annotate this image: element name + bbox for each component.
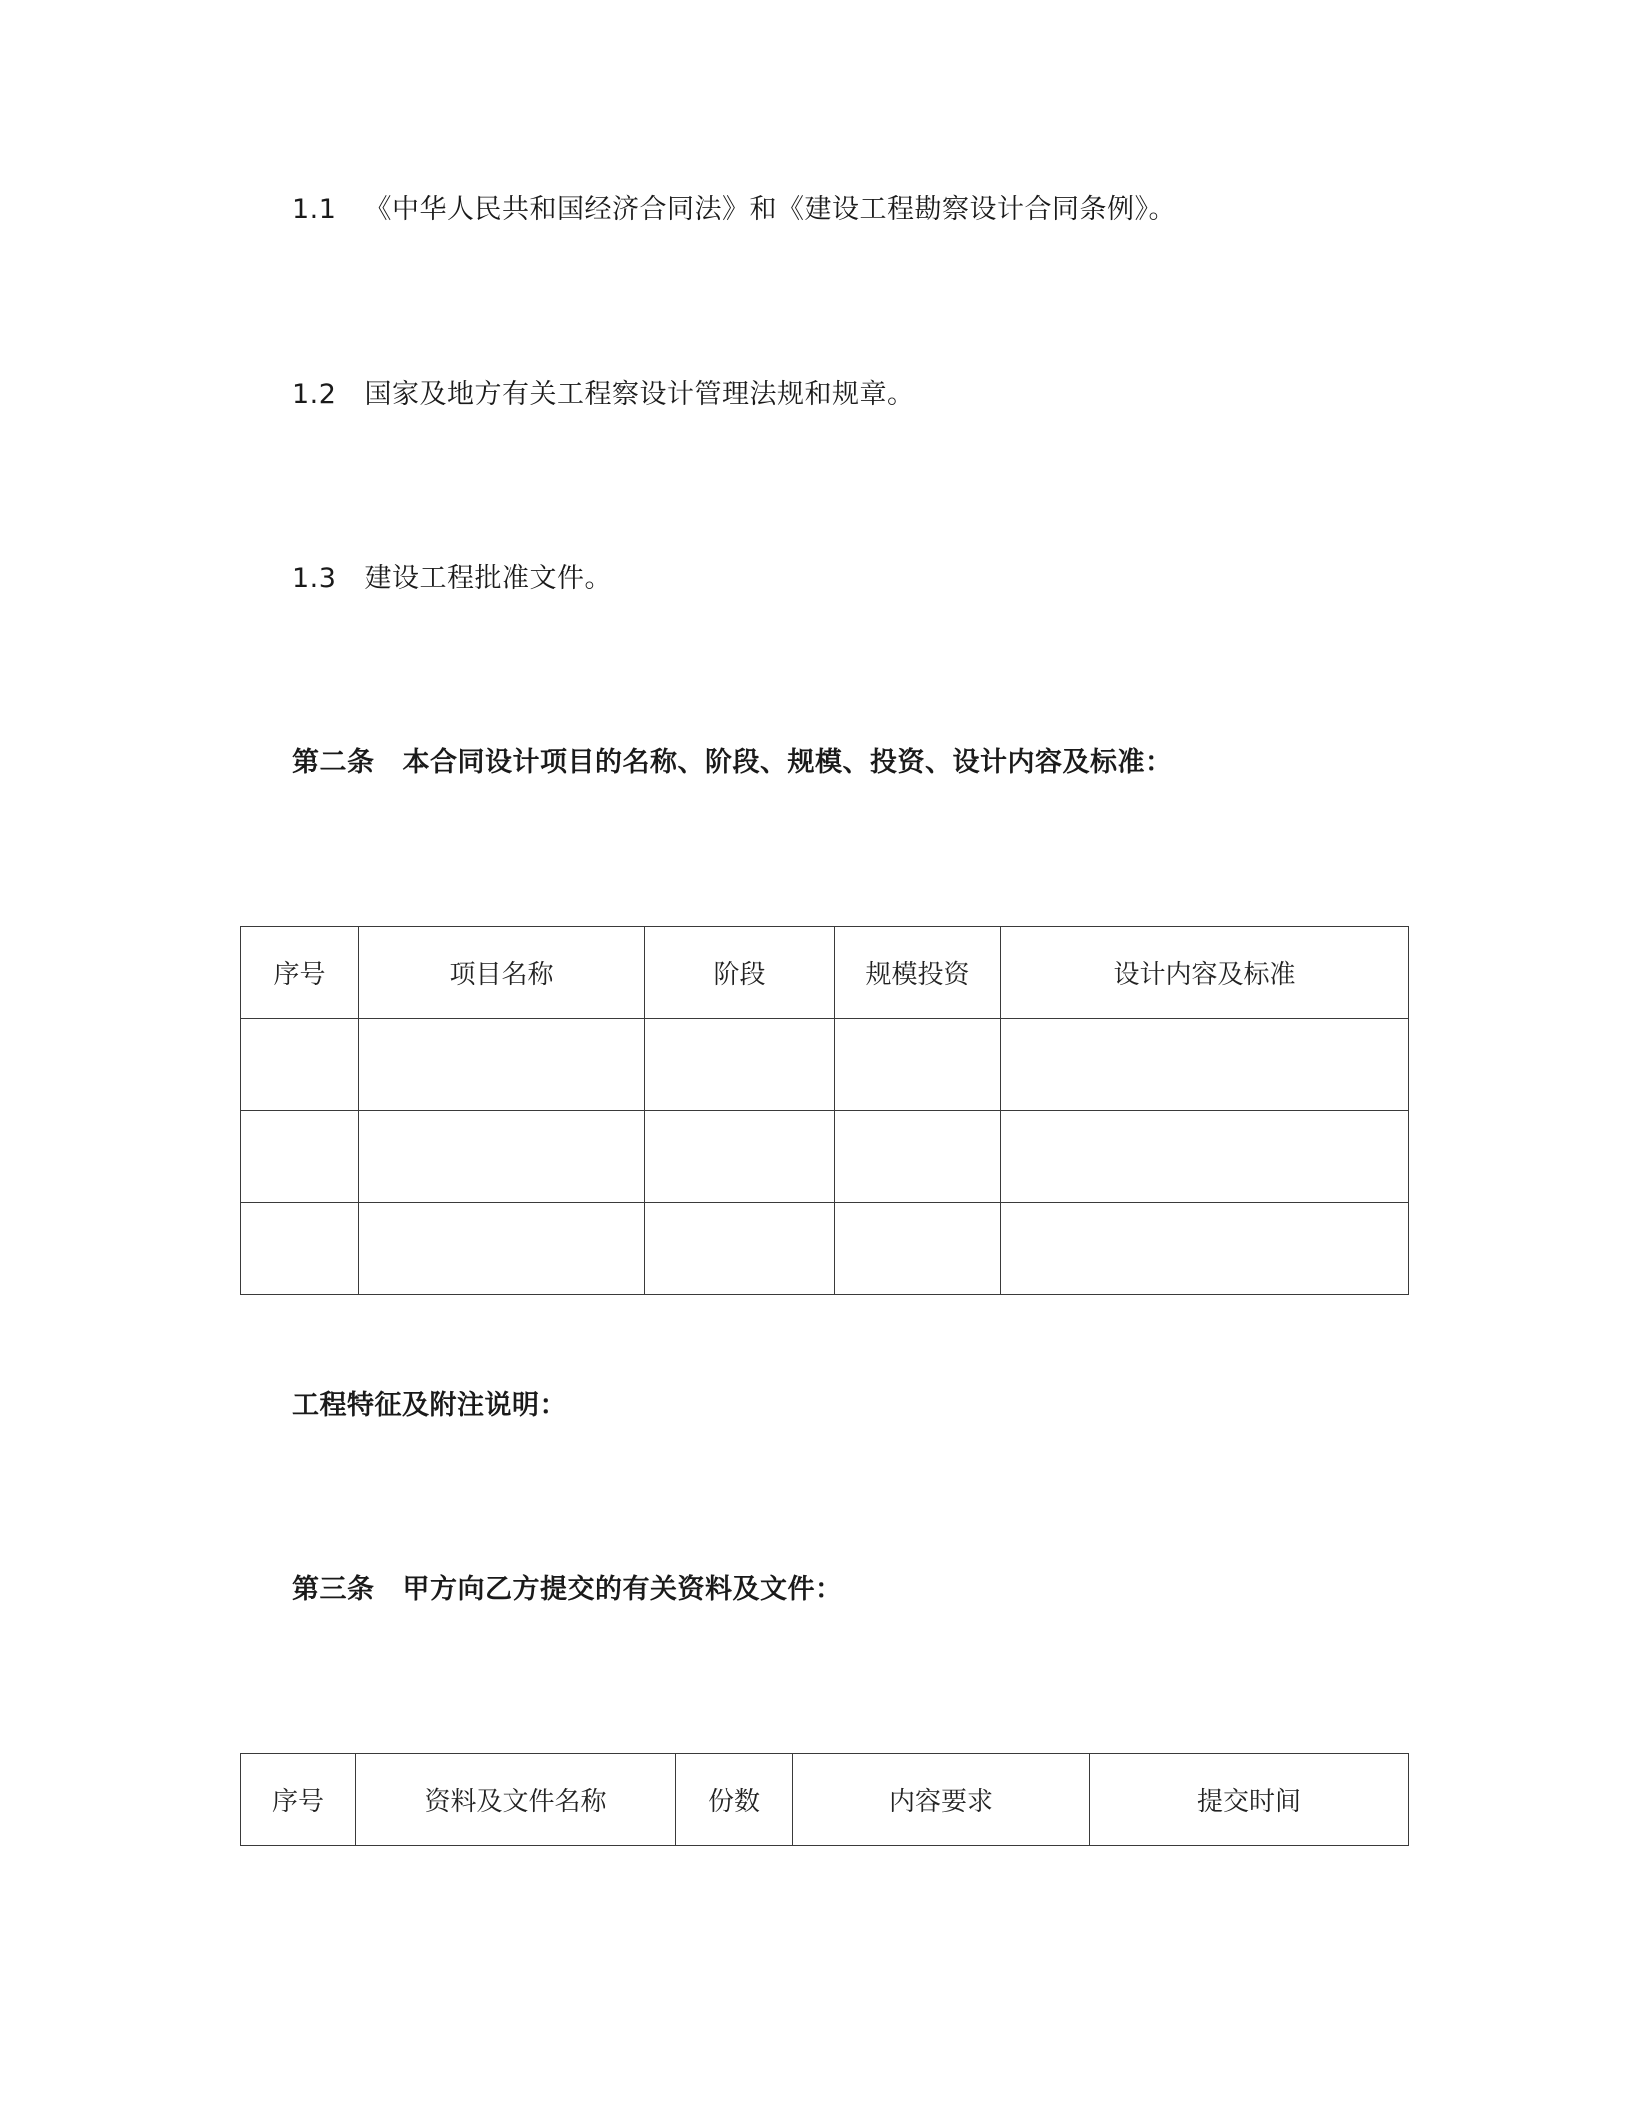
col-header-index: 序号 bbox=[241, 927, 359, 1019]
table-cell[interactable] bbox=[359, 1019, 645, 1111]
article-text: 甲方向乙方提交的有关资料及文件： bbox=[402, 1574, 843, 1605]
table-cell[interactable] bbox=[645, 1019, 835, 1111]
submitted-documents-table bbox=[240, 1753, 1409, 1846]
table-row bbox=[241, 1111, 1409, 1203]
table-cell[interactable] bbox=[241, 1019, 359, 1111]
article-3-heading bbox=[292, 1572, 843, 1608]
article-2-heading bbox=[292, 745, 1173, 781]
clause-number: 1.2 bbox=[292, 379, 337, 410]
clause-text: 国家及地方有关工程察设计管理法规和规章。 bbox=[364, 379, 915, 410]
table-row bbox=[241, 1019, 1409, 1111]
table-header-row bbox=[241, 1754, 1409, 1846]
table-cell[interactable] bbox=[1001, 1019, 1409, 1111]
article-text: 本合同设计项目的名称、阶段、规模、投资、设计内容及标准： bbox=[402, 747, 1173, 778]
table-cell[interactable] bbox=[359, 1111, 645, 1203]
table-cell[interactable] bbox=[1001, 1111, 1409, 1203]
clause-text: 建设工程批准文件。 bbox=[364, 563, 612, 594]
article-number: 第三条 bbox=[292, 1574, 375, 1605]
design-project-table bbox=[240, 926, 1409, 1295]
clause-text: 《中华人民共和国经济合同法》和《建设工程勘察设计合同条例》。 bbox=[364, 194, 1176, 225]
table-cell[interactable] bbox=[835, 1019, 1001, 1111]
col-header-content-requirements: 内容要求 bbox=[793, 1754, 1090, 1846]
table-cell[interactable] bbox=[835, 1203, 1001, 1295]
col-header-design-content: 设计内容及标准 bbox=[1001, 927, 1409, 1019]
col-header-submission-time: 提交时间 bbox=[1090, 1754, 1409, 1846]
notes-text: 工程特征及附注说明： bbox=[292, 1390, 567, 1421]
article-number: 第二条 bbox=[292, 747, 375, 778]
col-header-document-name: 资料及文件名称 bbox=[356, 1754, 676, 1846]
col-header-index: 序号 bbox=[241, 1754, 356, 1846]
col-header-stage: 阶段 bbox=[645, 927, 835, 1019]
table-cell[interactable] bbox=[645, 1203, 835, 1295]
notes-heading bbox=[292, 1388, 567, 1424]
table-header-row bbox=[241, 927, 1409, 1019]
table-cell[interactable] bbox=[835, 1111, 1001, 1203]
col-header-copies: 份数 bbox=[676, 1754, 793, 1846]
table-cell[interactable] bbox=[359, 1203, 645, 1295]
col-header-project-name: 项目名称 bbox=[359, 927, 645, 1019]
table-cell[interactable] bbox=[241, 1111, 359, 1203]
clause-1-3 bbox=[292, 561, 612, 597]
clause-number: 1.1 bbox=[292, 194, 337, 225]
clause-number: 1.3 bbox=[292, 563, 337, 594]
clause-1-1 bbox=[292, 192, 1176, 228]
table-cell[interactable] bbox=[645, 1111, 835, 1203]
table-cell[interactable] bbox=[1001, 1203, 1409, 1295]
table-row bbox=[241, 1203, 1409, 1295]
table-cell[interactable] bbox=[241, 1203, 359, 1295]
clause-1-2 bbox=[292, 377, 914, 413]
col-header-scale-investment: 规模投资 bbox=[835, 927, 1001, 1019]
